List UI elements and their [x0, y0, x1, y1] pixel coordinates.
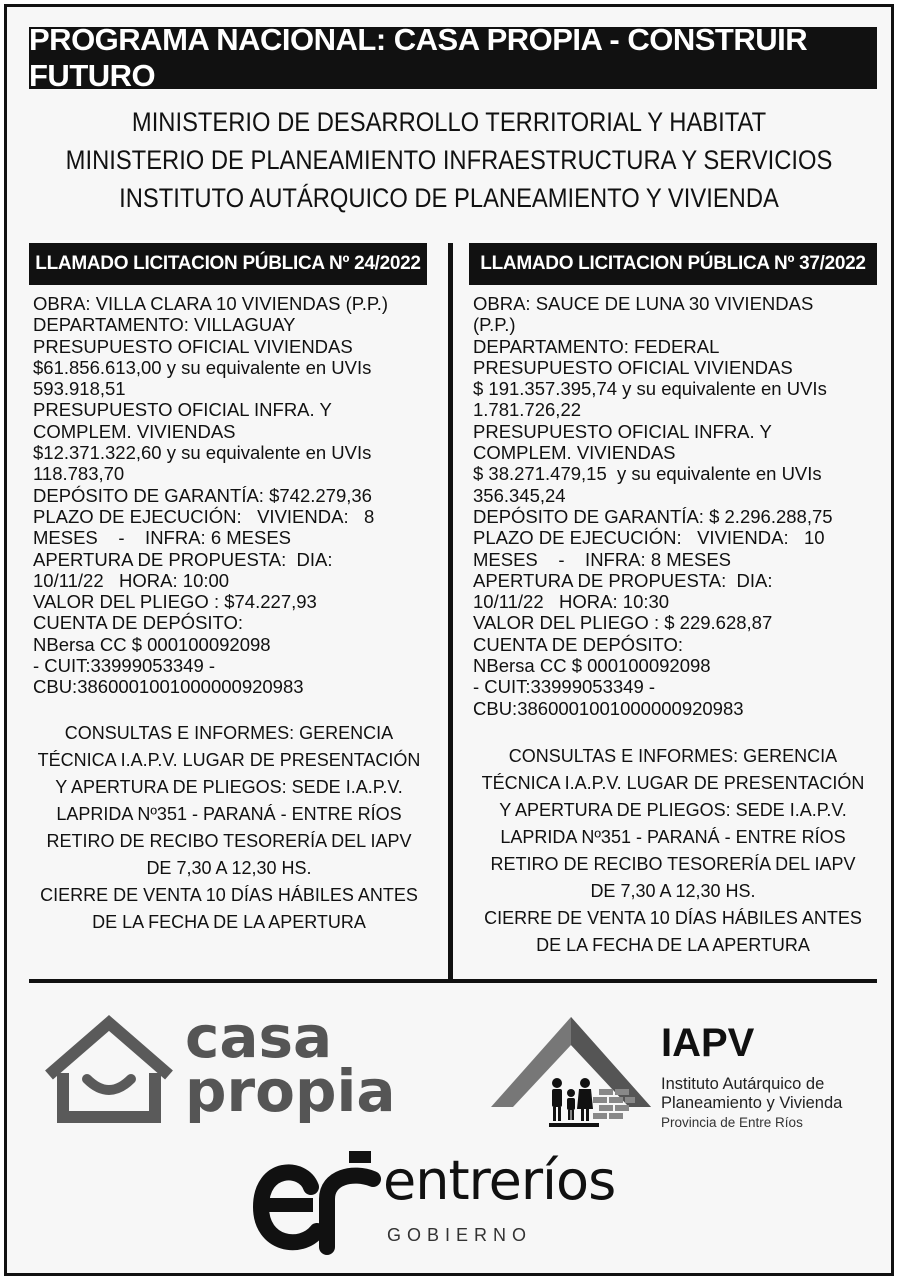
detail-line: PRESUPUESTO OFICIAL INFRA. Y — [33, 399, 332, 421]
consultas-line: CIERRE DE VENTA 10 DÍAS HÁBILES ANTES — [484, 907, 862, 928]
detail-line: $12.371.322,60 y su equivalente en UVIs — [33, 442, 372, 464]
roof-family-icon — [491, 1007, 651, 1137]
consultas-line: Y APERTURA DE PLIEGOS: SEDE I.A.P.V. — [499, 799, 847, 820]
detail-line: COMPLEM. VIVIENDAS — [473, 442, 676, 464]
detail-line: NBersa CC $ 000100092098 — [473, 655, 711, 677]
detail-line: 118.783,70 — [33, 463, 125, 485]
detail-line: $61.856.613,00 y su equivalente en UVIs — [33, 356, 372, 378]
consultas-line: LAPRIDA Nº351 - PARANÁ - ENTRE RÍOS — [56, 803, 402, 824]
iapv-title: IAPV — [661, 1021, 755, 1065]
consultas-line: TÉCNICA I.A.P.V. LUGAR DE PRESENTACIÓN — [37, 749, 421, 770]
casa-propia-line2: propia — [185, 1057, 396, 1125]
iapv-line: Instituto Autárquico de — [661, 1075, 825, 1093]
detail-line: 1.781.726,22 — [473, 399, 582, 421]
licitacion-title: LLAMADO LICITACION PÚBLICA Nº 37/2022 — [469, 243, 877, 285]
detail-line: CUENTA DE DEPÓSITO: — [33, 612, 244, 634]
detail-line: PLAZO DE EJECUCIÓN: VIVIENDA: 8 — [33, 505, 375, 527]
consultas-line: DE LA FECHA DE LA APERTURA — [536, 934, 810, 955]
consultas-block — [469, 743, 877, 959]
consultas-line: RETIRO DE RECIBO TESORERÍA DEL IAPV — [490, 853, 856, 874]
licitacion-title: LLAMADO LICITACION PÚBLICA Nº 24/2022 — [29, 243, 427, 285]
ministries-block — [7, 103, 891, 217]
detail-line: OBRA: SAUCE DE LUNA 30 VIVIENDAS — [473, 293, 814, 314]
iapv-line: Planeamiento y Vivienda — [661, 1094, 843, 1112]
consultas-line: DE 7,30 A 12,30 HS. — [590, 880, 756, 901]
detail-line: MESES - INFRA: 6 MESES — [33, 527, 292, 549]
iapv-province: Provincia de Entre Ríos — [661, 1115, 803, 1130]
casa-propia-line1: casa — [185, 1003, 333, 1071]
consultas-line: Y APERTURA DE PLIEGOS: SEDE I.A.P.V. — [55, 776, 403, 797]
consultas-line: LAPRIDA Nº351 - PARANÁ - ENTRE RÍOS — [500, 826, 846, 847]
detail-line: CUENTA DE DEPÓSITO: — [473, 633, 684, 655]
consultas-line: CONSULTAS E INFORMES: GERENCIA — [64, 722, 394, 743]
consultas-line: DE 7,30 A 12,30 HS. — [146, 857, 312, 878]
section-divider — [29, 979, 877, 983]
consultas-line: CIERRE DE VENTA 10 DÍAS HÁBILES ANTES — [40, 884, 418, 905]
iapv-subtitle — [661, 1075, 842, 1132]
detail-line: COMPLEM. VIVIENDAS — [33, 420, 236, 442]
detail-line: VALOR DEL PLIEGO : $ 229.628,87 — [473, 612, 773, 634]
detail-line: NBersa CC $ 000100092098 — [33, 633, 271, 655]
licitacion-details — [469, 293, 877, 719]
licitacion-details — [29, 293, 429, 698]
detail-line: DEPARTAMENTO: FEDERAL — [473, 335, 720, 357]
ministry-line: MINISTERIO DE DESARROLLO TERRITORIAL Y HABITAT — [131, 107, 767, 137]
program-banner: PROGRAMA NACIONAL: CASA PROPIA - CONSTRUIR FUTURO — [29, 27, 877, 89]
consultas-block — [29, 720, 429, 936]
consultas-line: DE LA FECHA DE LA APERTURA — [92, 911, 366, 932]
detail-line: 593.918,51 — [33, 378, 126, 400]
detail-line: PLAZO DE EJECUCIÓN: VIVIENDA: 10 — [473, 527, 825, 549]
detail-line: VALOR DEL PLIEGO : $74.227,93 — [33, 591, 317, 613]
logos-section — [7, 987, 891, 1272]
ministry-line: INSTITUTO AUTÁRQUICO DE PLANEAMIENTO Y VIVIENDA — [119, 183, 779, 213]
detail-line: PRESUPUESTO OFICIAL INFRA. Y — [473, 420, 772, 442]
detail-line: 10/11/22 HORA: 10:30 — [473, 591, 670, 613]
iapv-logo — [491, 1007, 871, 1147]
er-monogram-icon — [253, 1147, 383, 1257]
house-smile-icon — [39, 1015, 179, 1125]
consultas-line: TÉCNICA I.A.P.V. LUGAR DE PRESENTACIÓN — [481, 772, 865, 793]
detail-line: DEPÓSITO DE GARANTÍA: $742.279,36 — [33, 484, 372, 506]
licitacion-24 — [29, 243, 429, 936]
detail-line: $ 38.271.479,15 y su equivalente en UVIs — [473, 463, 822, 485]
gobierno-label: GOBIERNO — [387, 1225, 533, 1245]
detail-line: DEPARTAMENTO: VILLAGUAY — [33, 314, 296, 336]
detail-line: CBU:3860001001000000920983 — [473, 697, 744, 719]
detail-line: PRESUPUESTO OFICIAL VIVIENDAS — [33, 335, 353, 357]
detail-line: 356.345,24 — [473, 484, 566, 506]
detail-line: 10/11/22 HORA: 10:00 — [33, 569, 230, 591]
consultas-line: CONSULTAS E INFORMES: GERENCIA — [508, 745, 838, 766]
detail-line: MESES - INFRA: 8 MESES — [473, 548, 732, 570]
licitacion-37 — [469, 243, 877, 959]
entre-rios-logo — [253, 1147, 653, 1257]
detail-line: DEPÓSITO DE GARANTÍA: $ 2.296.288,75 — [473, 505, 833, 527]
entre-rios-word: entreríos — [383, 1149, 616, 1212]
detail-line: PRESUPUESTO OFICIAL VIVIENDAS — [473, 356, 793, 378]
detail-line: OBRA: VILLA CLARA 10 VIVIENDAS (P.P.) — [33, 293, 389, 314]
detail-line: APERTURA DE PROPUESTA: DIA: — [473, 569, 773, 591]
consultas-line: RETIRO DE RECIBO TESORERÍA DEL IAPV — [46, 830, 412, 851]
detail-line: $ 191.357.395,74 y su equivalente en UVIs — [473, 378, 827, 400]
column-divider — [448, 243, 453, 981]
detail-line: - CUIT:33999053349 - — [473, 676, 656, 698]
newspaper-ad — [4, 4, 894, 1276]
ministry-line: MINISTERIO DE PLANEAMIENTO INFRAESTRUCTURA Y SERVICIOS — [65, 145, 833, 175]
detail-line: CBU:3860001001000000920983 — [33, 676, 304, 698]
detail-line: APERTURA DE PROPUESTA: DIA: — [33, 548, 333, 570]
detail-line: (P.P.) — [473, 314, 516, 336]
casa-propia-logo — [39, 1003, 399, 1135]
detail-line: - CUIT:33999053349 - — [33, 655, 216, 677]
